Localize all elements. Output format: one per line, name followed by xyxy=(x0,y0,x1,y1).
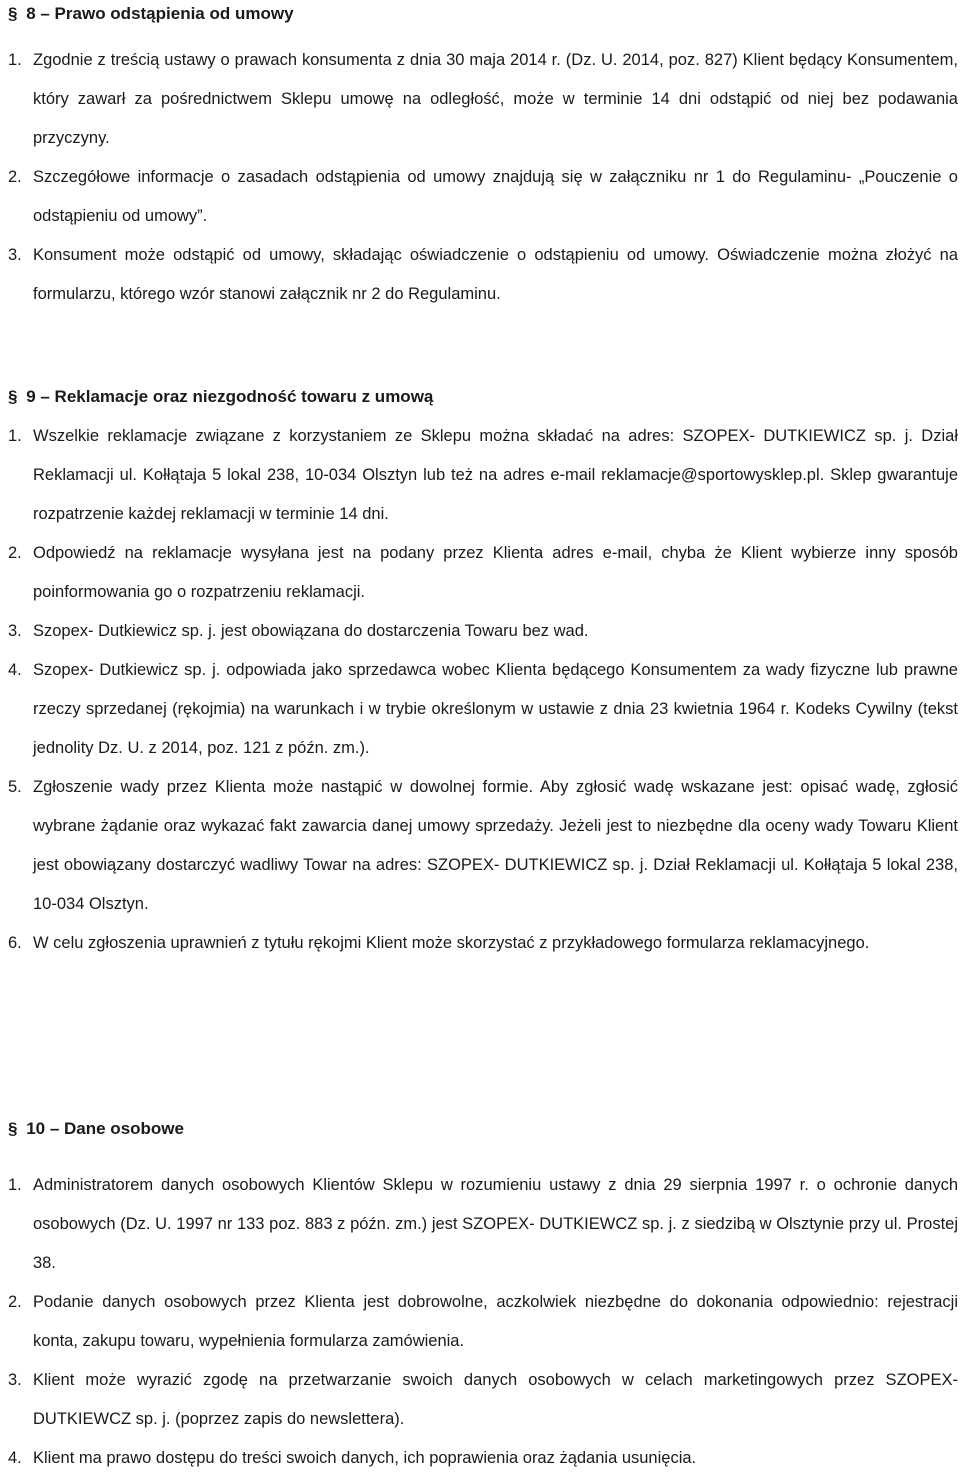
item-number: 2. xyxy=(8,1293,22,1311)
section-10 xyxy=(0,1115,960,1478)
list-item xyxy=(0,417,960,534)
item-number: 2. xyxy=(8,168,22,186)
section-heading xyxy=(0,1115,960,1143)
list-item xyxy=(0,534,960,612)
item-text: Klient ma prawo dostępu do treści swoich danych, ich poprawienia oraz żądania usunięcia. xyxy=(33,1449,697,1467)
item-text: Zgłoszenie wady przez Klienta może nastąpić w dowolnej formie. Aby zgłosić wadę wskazane jest: opisać wadę, zgłosić wybrane żądanie oraz wykazać fakt zawarcia danej umowy sprzedaży. Jeżeli jest to niezbędne dla oceny wady Towaru Klient jest obowiązany dostarczyć wadliwy Towar na adres: SZOPEX- DUTKIEWICZ sp. j. Dział Reklamacji ul. Kołłątaja 5 lokal 238, 10-034 Olsztyn. xyxy=(33,778,958,913)
list-item xyxy=(0,651,960,768)
list-item xyxy=(0,236,960,314)
section-8 xyxy=(0,0,960,314)
item-number: 1. xyxy=(8,1176,22,1194)
section-heading xyxy=(0,383,960,411)
section-list xyxy=(0,41,960,314)
item-number: 2. xyxy=(8,544,22,562)
section-heading xyxy=(0,0,960,28)
section-list xyxy=(0,417,960,963)
list-item xyxy=(0,41,960,158)
item-number: 4. xyxy=(8,1449,22,1467)
list-item xyxy=(0,1439,960,1478)
item-number: 3. xyxy=(8,622,22,640)
list-item xyxy=(0,158,960,236)
item-number: 1. xyxy=(8,427,22,445)
list-item xyxy=(0,768,960,924)
item-number: 5. xyxy=(8,778,22,796)
item-number: 3. xyxy=(8,1371,22,1389)
item-number: 6. xyxy=(8,934,22,952)
item-text: Konsument może odstąpić od umowy, składając oświadczenie o odstąpieniu od umowy. Oświadczenie można złożyć na formularzu, którego wzór stanowi załącznik nr 2 do Regulaminu. xyxy=(33,246,958,303)
item-text: Szopex- Dutkiewicz sp. j. odpowiada jako sprzedawca wobec Klienta będącego Konsumentem za wady fizyczne lub prawne rzeczy sprzedanej (rękojmia) na warunkach i w trybie określonym w ustawie z dnia 23 kwietnia 1964 r. Kodeks Cywilny (tekst jednolity Dz. U. z 2014, poz. 121 z późn. zm.). xyxy=(33,661,958,757)
section-title: 10 – Dane osobowe xyxy=(26,1119,184,1138)
list-item xyxy=(0,1166,960,1283)
list-item xyxy=(0,924,960,963)
list-item xyxy=(0,1361,960,1439)
section-sign: § xyxy=(8,4,18,23)
section-title: 8 – Prawo odstąpienia od umowy xyxy=(26,4,294,23)
item-text: Zgodnie z treścią ustawy o prawach konsumenta z dnia 30 maja 2014 r. (Dz. U. 2014, poz. 827) Klient będący Konsumentem, który zawarł za pośrednictwem Sklepu umowę na odległość, może w terminie 14 dni odstąpić od niej bez podawania przyczyny. xyxy=(33,51,958,147)
item-text: Administratorem danych osobowych Klientów Sklepu w rozumieniu ustawy z dnia 29 sierpnia 1997 r. o ochronie danych osobowych (Dz. U. 1997 nr 133 poz. 883 z późn. zm.) jest SZOPEX- DUTKIEWCZ sp. j. z siedzibą w Olsztynie przy ul. Prostej 38. xyxy=(33,1176,958,1272)
item-text: Szopex- Dutkiewicz sp. j. jest obowiązana do dostarczenia Towaru bez wad. xyxy=(33,622,589,640)
section-sign: § xyxy=(8,1119,18,1138)
item-text: W celu zgłoszenia uprawnień z tytułu rękojmi Klient może skorzystać z przykładowego formularza reklamacyjnego. xyxy=(33,934,870,952)
item-text: Klient może wyrazić zgodę na przetwarzanie swoich danych osobowych w celach marketingowych przez SZOPEX- DUTKIEWCZ sp. j. (poprzez zapis do newslettera). xyxy=(33,1371,958,1428)
item-number: 3. xyxy=(8,246,22,264)
list-item xyxy=(0,612,960,651)
section-title: 9 – Reklamacje oraz niezgodność towaru z umową xyxy=(26,387,434,406)
item-text: Podanie danych osobowych przez Klienta jest dobrowolne, aczkolwiek niezbędne do dokonania odpowiednio: rejestracji konta, zakupu towaru, wypełnienia formularza zamówienia. xyxy=(33,1293,958,1350)
section-sign: § xyxy=(8,387,18,406)
section-list xyxy=(0,1166,960,1478)
item-number: 1. xyxy=(8,51,22,69)
item-number: 4. xyxy=(8,661,22,679)
item-text: Odpowiedź na reklamacje wysyłana jest na podany przez Klienta adres e-mail, chyba że Klient wybierze inny sposób poinformowania go o rozpatrzeniu reklamacji. xyxy=(33,544,958,601)
list-item xyxy=(0,1283,960,1361)
section-9 xyxy=(0,383,960,963)
item-text: Wszelkie reklamacje związane z korzystaniem ze Sklepu można składać na adres: SZOPEX- DUTKIEWICZ sp. j. Dział Reklamacji ul. Kołłątaja 5 lokal 238, 10-034 Olsztyn lub też na adres e-mail reklamacje@sportowysklep.pl. Sklep gwarantuje rozpatrzenie każdej reklamacji w terminie 14 dni. xyxy=(33,427,958,523)
item-text: Szczegółowe informacje o zasadach odstąpienia od umowy znajdują się w załączniku nr 1 do Regulaminu- „Pouczenie o odstąpieniu od umowy”. xyxy=(33,168,958,225)
